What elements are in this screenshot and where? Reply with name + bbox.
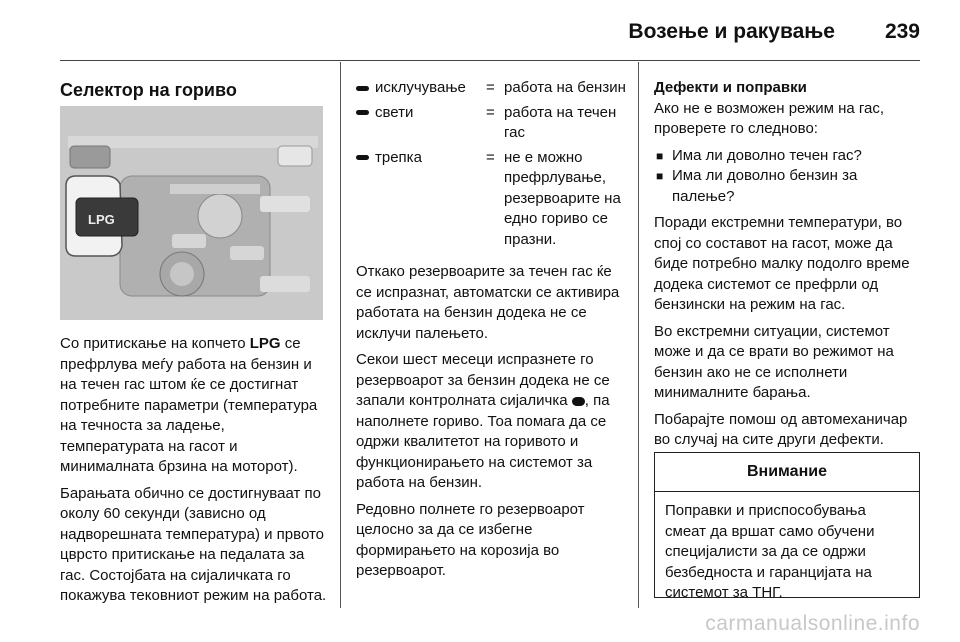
indicator-lamp-icon	[356, 86, 369, 91]
page-number: 239	[884, 20, 920, 43]
table-row: свети = работа на течен гас	[356, 103, 626, 148]
warning-title: Внимание	[655, 453, 919, 492]
section-title: Селектор на гориво	[60, 80, 237, 100]
watermark: carmanualsonline.info	[705, 612, 920, 635]
list-item: ■ Има ли доволно течен гас?	[654, 146, 920, 167]
running-title: Возење и ракување	[628, 20, 835, 43]
faults-subheading: Дефекти и поправки	[654, 79, 807, 96]
table-row: исклучување = работа на бензин	[356, 78, 626, 103]
col3-paragraph-3: Побарајте помош од автомеханичар во случај на сите други дефекти.	[654, 410, 908, 448]
indicator-lamp-icon	[356, 110, 369, 115]
indicator-lamp-icon	[356, 155, 369, 160]
col2-paragraph-2: Секои шест месеци испразнете го резервоарот за бензин додека не се запали контролната сијаличка , па наполнете гориво. Тоа помага да се одржи квалитетот на горивото и функционирањето на системот за работа на бензин.	[356, 351, 610, 491]
col3-paragraph-1: Поради екстремни температури, во спој со составот на гасот, може да биде потребно малку подолго време додека системот се префрли од бензински на режим на гас.	[654, 214, 910, 313]
warning-box	[654, 452, 920, 601]
indicator-lamp-icon	[572, 397, 585, 406]
col1-paragraph-1: Со притискање на копчето LPG се префрлува меѓу работа на бензин и на течен гас штом ќе се достигнат потребните параметри (температура на течноста за ладење, температурата на гасот и минималната брзина на моторот).	[60, 335, 318, 475]
col2-paragraph-3: Редовно полнете го резервоарот целосно за да се избегне формирањето на корозија во резервоарот.	[356, 500, 585, 579]
warning-text: Поправки и приспособувања смеат да вршат само обучени специјалисти за да се одржи безбедноста и гаранцијата на системот за ТНГ.	[665, 502, 875, 601]
table-row: трепка = не е можно префрлување, резервоарите на едно гориво се празни.	[356, 148, 626, 255]
indicator-state-table	[356, 78, 626, 254]
lpg-button-label: LPG	[88, 212, 115, 227]
column-divider-1	[340, 62, 341, 608]
col1-paragraph-2: Барањата обично се достигнуваат по околу 60 секунди (зависно од надворешната температура) и првото цврсто притискање на педалата за гас. Состојбата на сијаличката го покажува тековниот режим на работа.	[60, 484, 327, 604]
header-rule	[60, 60, 920, 61]
col3-paragraph-2: Во екстремни ситуации, системот може и да се врати во режимот на бензин ако не се исполнети минималните барања.	[654, 322, 894, 401]
lpg-bold: LPG	[249, 335, 281, 352]
dashboard-photo	[60, 106, 323, 320]
col2-paragraph-1: Откако резервоарите за течен гас ќе се испразнат, автоматски се активира работата на бензин додека не се исклучи палењето.	[356, 263, 620, 342]
check-list	[654, 146, 920, 208]
list-item: ■ Има ли доволно бензин за палење?	[654, 166, 920, 207]
column-divider-2	[638, 62, 639, 608]
faults-intro: Ако не е возможен режим на гас, проверете го следново:	[654, 99, 885, 137]
